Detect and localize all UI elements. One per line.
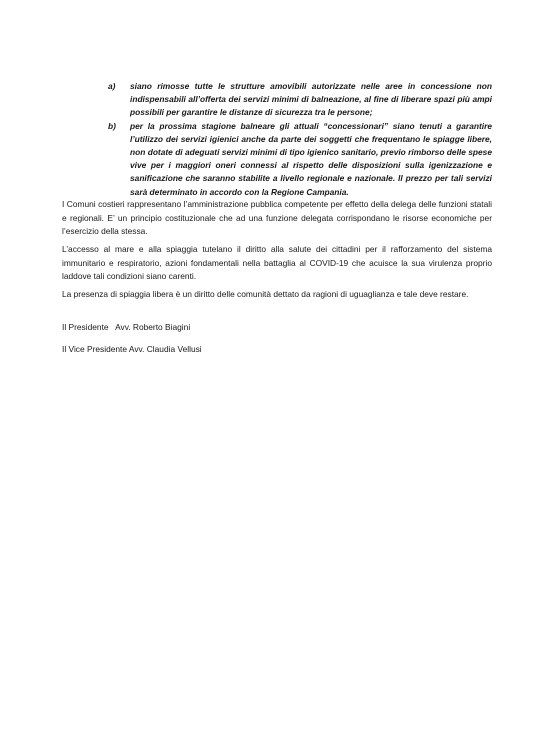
paragraph-municipalities: I Comuni costieri rappresentano l’amministrazione pubblica competente per effetto della delega delle funzioni statali e regionali. E’ un principio costituzionale che ad una funzione delegata corrispondano le risorse economiche per l’esercizio della stessa.	[62, 199, 492, 237]
list-item-text: per la prossima stagione balneare gli attuali “concessionari” siano tenuti a garantire l’utilizzo dei servizi igienici anche da parte dei soggetti che frequentano le spiagge libere, non dotate di adeguati servizi minimi di tipo igienico sanitario, previo rimborso delle spese vive per i maggiori oneri connessi al rispetto delle disposizioni sulla igenizzazione e sanificazione che saranno stabilite a livello regionale e nazionale. Il prezzo per tali servizi sarà determinato in accordo con la Regione Campania.	[130, 120, 492, 197]
list-marker: a)	[108, 81, 116, 91]
list-item	[108, 120, 492, 199]
signature-president: Il Presidente Avv. Roberto Biagini	[62, 322, 191, 332]
signature-vice-president: Il Vice Presidente Avv. Claudia Vellusi	[62, 344, 202, 354]
list-item	[108, 80, 492, 120]
conditions-list	[108, 80, 492, 199]
list-marker: b)	[108, 120, 116, 131]
paragraph-health: L’accesso al mare e alla spiaggia tutelano il diritto alla salute dei cittadini per il rafforzamento del sistema immunitario e respiratorio, azioni fondamentali nella battaglia al COVID-19 che acuisce la sua virulenza proprio laddove tali condizioni siano carenti.	[62, 244, 492, 282]
paragraph-free-beach: La presenza di spiaggia libera è un diritto delle comunità dettato da ragioni di uguaglianza e tale deve restare.	[62, 289, 469, 299]
list-item-text: siano rimosse tutte le strutture amovibili autorizzate nelle aree in concessione non indispensabili all’offerta dei servizi minimi di balneazione, al fine di liberare spazi più ampi possibili per garantire le distanze di sicurezza tra le persone;	[130, 81, 492, 118]
